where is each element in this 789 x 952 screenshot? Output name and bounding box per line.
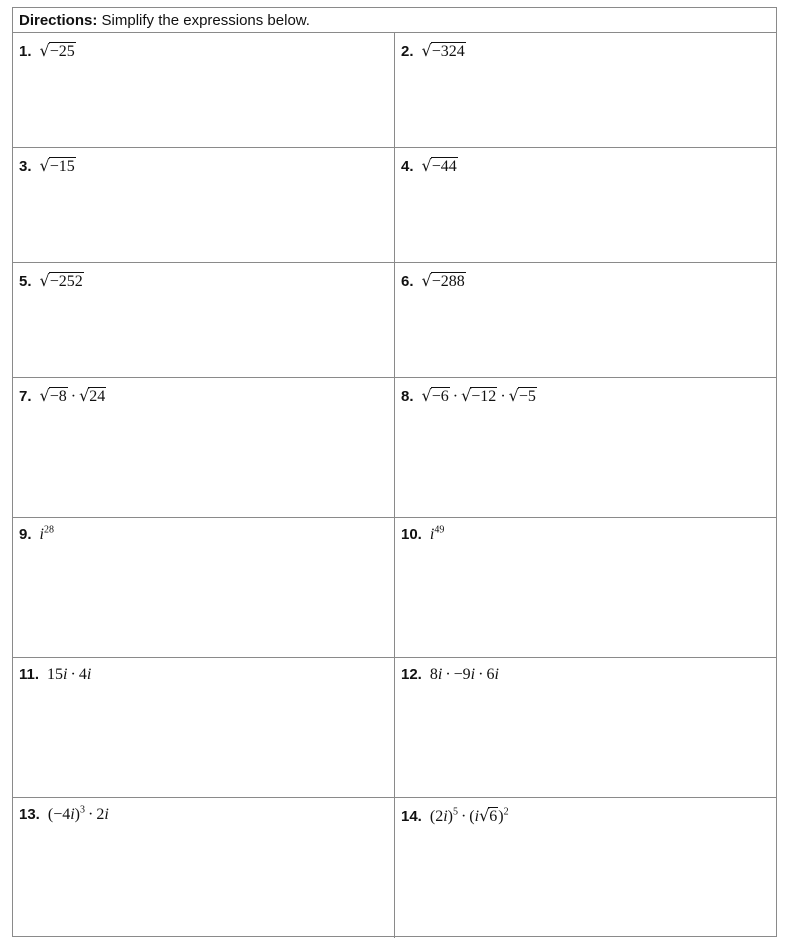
expression: 8i · −9i · 6i <box>429 666 499 683</box>
radicand: −288 <box>431 273 465 290</box>
radicand: −25 <box>49 43 75 60</box>
problem-cell-7[interactable] <box>13 378 395 517</box>
directions-label: Directions: <box>19 12 98 29</box>
problem-number: 6. <box>401 273 414 290</box>
expression: $(2i)^5 \cdot (i√6)^2$ <box>429 806 509 825</box>
radicand: −44 <box>431 158 457 175</box>
expression: $(-4i)^3 \cdot 2i$ <box>47 804 109 823</box>
radicand: −8 <box>49 388 67 405</box>
expression: √−6 · √−12 · √−5 <box>421 386 536 405</box>
problem-number: 9. <box>19 526 32 543</box>
problem-cell-14[interactable] <box>395 798 776 938</box>
problem-number: 8. <box>401 388 414 405</box>
problem-cell-10[interactable] <box>395 518 776 657</box>
expression: $i^{49}$ <box>429 524 445 543</box>
expression: √−25 <box>39 41 75 60</box>
expression: √−252 <box>39 271 83 290</box>
problem-cell-4[interactable] <box>395 148 776 262</box>
radicand: −6 <box>431 388 449 405</box>
expression: $i^{28}$ <box>39 524 54 543</box>
problem-cell-12[interactable] <box>395 658 776 797</box>
worksheet <box>12 7 777 937</box>
problem-number: 4. <box>401 158 414 175</box>
problem-cell-1[interactable] <box>13 33 395 147</box>
radicand: 24 <box>89 388 106 405</box>
expression: 15i · 4i <box>47 666 92 683</box>
problem-row <box>13 658 776 798</box>
expression: √−44 <box>421 156 457 175</box>
problem-cell-5[interactable] <box>13 263 395 377</box>
radicand: −5 <box>518 388 536 405</box>
problem-cell-9[interactable] <box>13 518 395 657</box>
expression: √−15 <box>39 156 75 175</box>
radicand: −15 <box>49 158 75 175</box>
expression: √−288 <box>421 271 465 290</box>
problem-cell-8[interactable] <box>395 378 776 517</box>
problem-cell-3[interactable] <box>13 148 395 262</box>
problem-number: 5. <box>19 273 32 290</box>
problem-row <box>13 798 776 938</box>
radicand: −324 <box>431 43 465 60</box>
problem-number: 10. <box>401 526 422 543</box>
directions <box>13 8 776 33</box>
problem-number: 11. <box>19 666 40 683</box>
problem-row <box>13 263 776 378</box>
problem-cell-6[interactable] <box>395 263 776 377</box>
problem-cell-13[interactable] <box>13 798 395 938</box>
problem-number: 13. <box>19 806 40 823</box>
expression: √−8 · √24 <box>39 386 106 405</box>
radicand: −252 <box>49 273 83 290</box>
radicand: −12 <box>471 388 497 405</box>
problem-row <box>13 378 776 518</box>
directions-text: Simplify the expressions below. <box>97 12 310 29</box>
problem-number: 3. <box>19 158 32 175</box>
problem-row <box>13 148 776 263</box>
radicand: 6 <box>489 808 498 825</box>
expression: √−324 <box>421 41 465 60</box>
problem-number: 12. <box>401 666 422 683</box>
problem-number: 1. <box>19 43 32 60</box>
problem-row <box>13 518 776 658</box>
problem-cell-2[interactable] <box>395 33 776 147</box>
problem-number: 2. <box>401 43 414 60</box>
problem-row <box>13 33 776 148</box>
problem-cell-11[interactable] <box>13 658 395 797</box>
problem-number: 14. <box>401 808 422 825</box>
problem-number: 7. <box>19 388 32 405</box>
